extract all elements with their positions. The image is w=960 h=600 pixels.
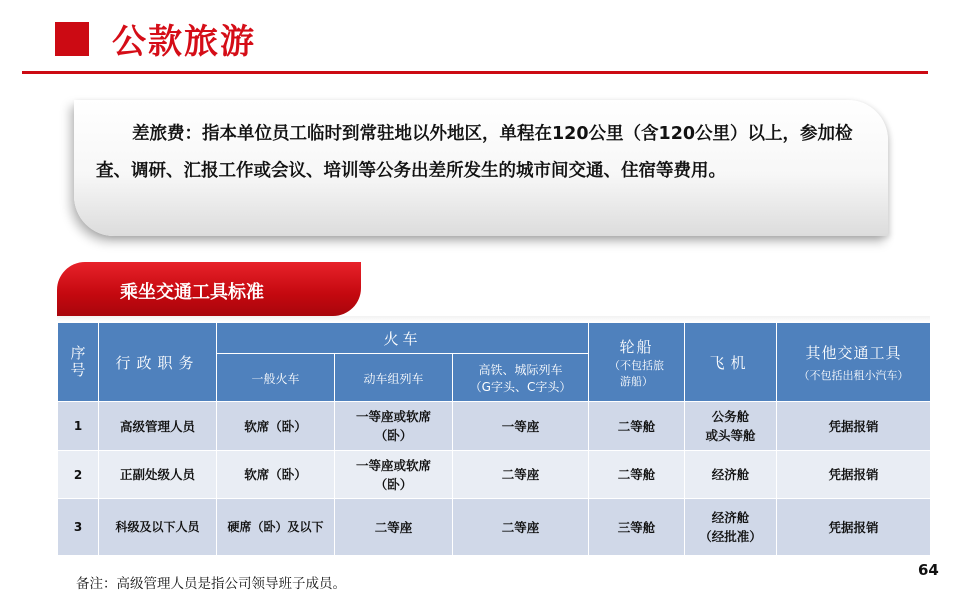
row-plane — [685, 402, 777, 451]
header-plane — [685, 323, 777, 402]
row-plane-line2: 或头等舱 — [705, 428, 756, 443]
header-ship-note2: 游船） — [620, 374, 654, 388]
row-train-hsr: 一等座 — [453, 402, 589, 451]
row-number: 2 — [58, 451, 99, 499]
row-train-emu-line2: （卧） — [374, 428, 413, 443]
header-train — [217, 323, 589, 354]
row-plane — [685, 499, 777, 556]
header-train-normal-label: 一般火车 — [251, 372, 300, 386]
row-train-hsr: 二等座 — [453, 499, 589, 556]
header-ship-note1: （不包括旅 — [609, 358, 665, 372]
row-train-emu — [335, 402, 453, 451]
row-other: 凭据报销 — [777, 499, 931, 556]
row-ship: 二等舱 — [589, 402, 685, 451]
header-seq-line2: 号 — [70, 361, 86, 379]
row-position: 正副处级人员 — [99, 451, 217, 499]
header-other-note: （不包括出租小汽车） — [798, 368, 909, 382]
table-row — [58, 451, 931, 499]
section-tab-label: 乘坐交通工具标准 — [120, 282, 264, 303]
footnote: 备注：高级管理人员是指公司领导班子成员。 — [76, 576, 346, 592]
row-plane-line1: 经济舱 — [711, 510, 750, 525]
header-other — [777, 323, 931, 402]
header-train-emu-label: 动车组列车 — [363, 372, 424, 386]
row-number: 1 — [58, 402, 99, 451]
row-train-emu-line1: 一等座或软席 — [355, 409, 431, 424]
row-plane-line2: （经批准） — [699, 529, 762, 544]
row-train-normal: 软席（卧） — [217, 451, 335, 499]
row-number: 3 — [58, 499, 99, 556]
row-ship: 二等舱 — [589, 451, 685, 499]
header-train-label: 火车 — [383, 329, 422, 348]
row-position: 科级及以下人员 — [99, 499, 217, 556]
header-position — [99, 323, 217, 402]
row-train-hsr: 二等座 — [453, 451, 589, 499]
header-plane-label: 飞机 — [709, 353, 752, 372]
header-seq — [58, 323, 99, 402]
table-row — [58, 402, 931, 451]
title-divider — [22, 71, 928, 74]
row-train-normal: 硬席（卧）及以下 — [217, 499, 335, 556]
header-train-normal — [217, 354, 335, 402]
row-plane-line1: 经济舱 — [711, 467, 750, 482]
row-plane-line1: 公务舱 — [711, 409, 750, 424]
header-train-hsr — [453, 354, 589, 402]
page-number: 64 — [918, 561, 939, 579]
row-plane — [685, 451, 777, 499]
header-train-hsr-line2: （G字头、C字头） — [469, 379, 572, 394]
page-title: 公款旅游 — [112, 22, 256, 62]
row-train-emu — [335, 451, 453, 499]
row-train-emu — [335, 499, 453, 556]
header-ship — [589, 323, 685, 402]
row-train-emu-line1: 一等座或软席 — [355, 457, 431, 473]
header-ship-label: 轮船 — [619, 337, 654, 356]
header-train-hsr-line1: 高铁、城际列车 — [478, 362, 563, 377]
row-other: 凭据报销 — [777, 451, 931, 499]
row-train-emu-line2: （卧） — [374, 476, 413, 492]
row-train-normal: 软席（卧） — [217, 402, 335, 451]
row-other: 凭据报销 — [777, 402, 931, 451]
definition-text: 差旅费：指本单位员工临时到常驻地以外地区，单程在120公里（含120公里）以上，参加检查、调研、汇报工作或会议、培训等公务出差所发生的城市间交通、住宿等费用。 — [96, 124, 853, 181]
header-other-label: 其他交通工具 — [805, 343, 902, 362]
row-train-emu-line1: 二等座 — [374, 519, 413, 535]
row-ship: 三等舱 — [589, 499, 685, 556]
header-seq-line1: 序 — [70, 344, 86, 362]
title-marker — [55, 22, 89, 56]
transport-standard-table — [57, 322, 931, 556]
header-position-label: 行政职务 — [115, 353, 200, 372]
header-train-emu — [335, 354, 453, 402]
row-position: 高级管理人员 — [99, 402, 217, 451]
table-row — [58, 499, 931, 556]
